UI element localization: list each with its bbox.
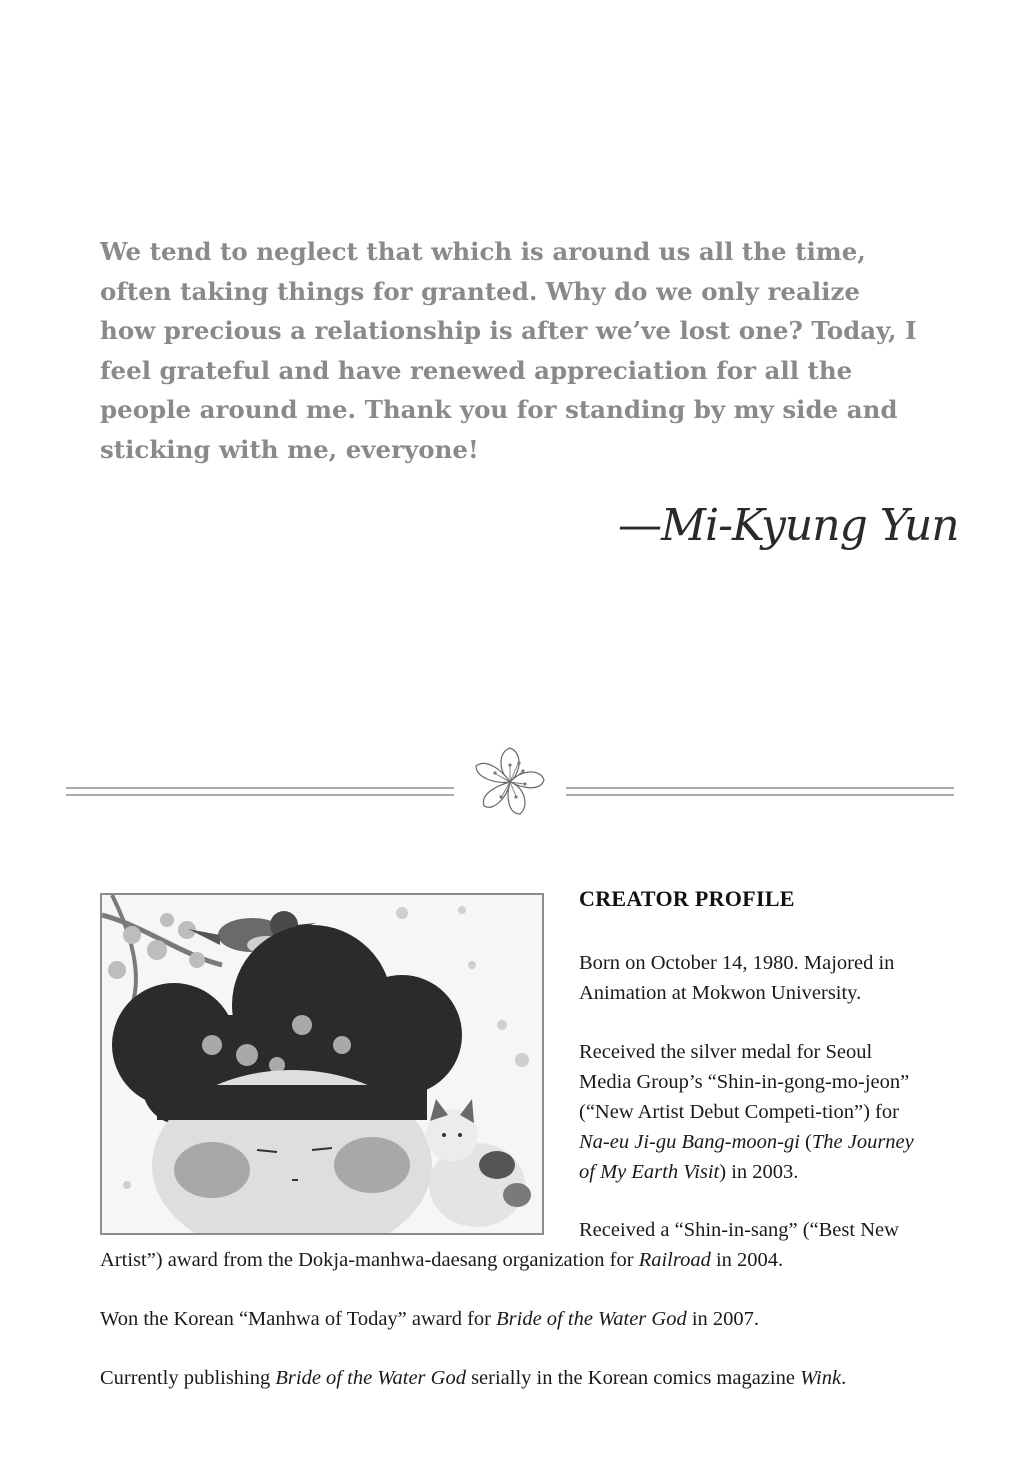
profile-award-2004: Received a “Shin-in-sang” (“Best New Artist”) award from the Dokja-manhwa-daesang organization for Railroad in 2004.	[100, 1219, 899, 1271]
creator-profile-heading: CREATOR PROFILE	[579, 886, 795, 911]
creator-portrait-illustration	[100, 893, 544, 1235]
profile-current-publishing: Currently publishing Bride of the Water God serially in the Korean comics magazine Wink.	[100, 1367, 847, 1389]
profile-award-2007: Won the Korean “Manhwa of Today” award for Bride of the Water God in 2007.	[100, 1308, 760, 1330]
divider-line-left	[66, 787, 454, 796]
plum-blossom-icon	[468, 742, 552, 822]
author-signature: —Mi-Kyung Yun	[618, 500, 959, 551]
author-quote: We tend to neglect that which is around us all the time, often taking things for granted. Why do we only realize how precious a relationship is after we’ve lost one? Today, I feel grateful and have renewed appreciation for all the people around me. Thank you for standing by my side and sticking with me, everyone!	[100, 237, 917, 464]
profile-born: Born on October 14, 1980. Majored in Animation at Mokwon University.	[579, 952, 895, 1004]
girl-face	[152, 1070, 432, 1233]
divider-line-right	[566, 787, 954, 796]
profile-silver-medal: Received the silver medal for Seoul Media Group’s “Shin-in-gong-mo-jeon” (“New Artist Debut Competi-tion”) for Na-eu Ji-gu Bang-moon-gi (The Journey of My Earth Visit) in 2003.	[579, 1041, 914, 1183]
